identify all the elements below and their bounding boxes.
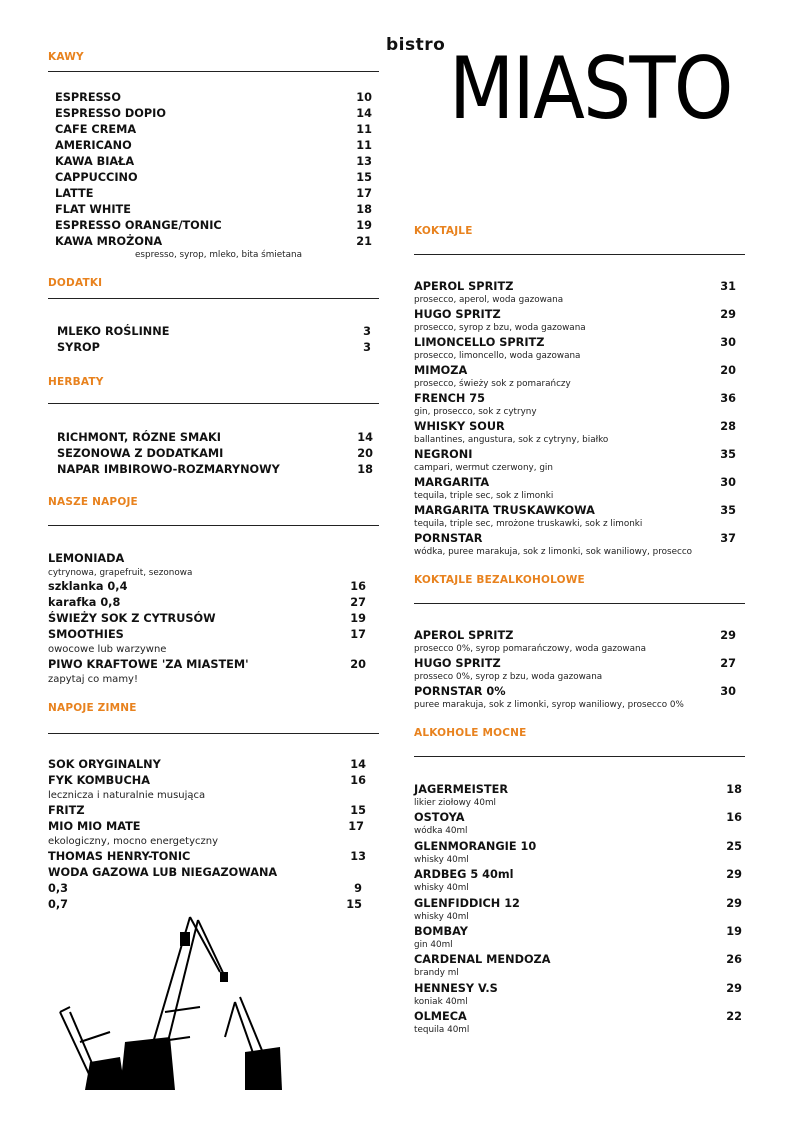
item-price: 17 xyxy=(356,187,372,200)
item-name: THOMAS HENRY-TONIC xyxy=(48,850,191,863)
item-name: GLENMORANGIE 10 xyxy=(414,839,537,853)
item-desc: tequila, triple sec, sok z limonki xyxy=(414,491,554,501)
item-price: 16 xyxy=(350,774,366,787)
item-name: FRENCH 75 xyxy=(414,392,485,405)
lemoniada-desc: cytrynowa, grapefruit, sezonowa xyxy=(48,568,193,578)
item-name: 0,3 xyxy=(48,882,69,895)
menu-item-piwo xyxy=(48,658,366,672)
menu-item-fyk xyxy=(48,774,366,788)
item-price: 30 xyxy=(720,476,736,489)
menu-item-kawa xyxy=(55,139,372,153)
item-price: 9 xyxy=(354,882,362,895)
menu-item-koktajl xyxy=(414,532,736,546)
section-title-alkohole-mocne: ALKOHOLE MOCNE xyxy=(414,727,527,739)
item-price: 16 xyxy=(350,580,366,593)
item-name: ARDBEG 5 40ml xyxy=(414,868,514,882)
logo-bistro: bistro xyxy=(386,35,446,55)
item-desc: gin, prosecco, sok z cytryny xyxy=(414,407,537,417)
item-price: 11 xyxy=(356,123,372,136)
menu-item-kawa xyxy=(55,171,372,185)
menu-item-herbata xyxy=(57,463,373,477)
menu-item-koktajl xyxy=(414,336,736,350)
item-price: 3 xyxy=(363,341,371,354)
menu-item-napoj xyxy=(48,628,366,642)
item-name: FLAT WHITE xyxy=(55,203,131,216)
item-price: 21 xyxy=(356,235,372,248)
item-name: LEMONIADA xyxy=(48,552,125,565)
menu-item-fritz xyxy=(48,804,366,818)
item-desc: wódka, puree marakuja, sok z limonki, sok waniliowy, prosecco xyxy=(414,547,693,557)
section-title-kawy: KAWY xyxy=(48,51,84,63)
item-desc: tequila, triple sec, mrożone truskawki, sok z limonki xyxy=(414,519,643,529)
menu-item-koktajl-bezalkoholowy xyxy=(414,657,736,671)
menu-item-kawa xyxy=(55,203,372,217)
item-price: 20 xyxy=(720,364,736,377)
item-price: 31 xyxy=(720,280,736,293)
item-name: PIWO KRAFTOWE 'ZA MIASTEM' xyxy=(48,658,249,671)
menu-item-woda xyxy=(48,866,366,880)
kawa-mrozona-desc: espresso, syrop, mleko, bita śmietana xyxy=(135,250,302,260)
item-desc: gin 40ml xyxy=(414,940,453,950)
item-name: MARGARITA xyxy=(414,476,490,489)
item-desc: brandy ml xyxy=(414,968,459,979)
item-price: 14 xyxy=(350,758,366,771)
item-price: 29 xyxy=(720,308,736,321)
item-name: ESPRESSO DOPIO xyxy=(55,107,166,120)
menu-item-kawa xyxy=(55,235,372,249)
item-price: 18 xyxy=(357,463,373,476)
item-name: HENNESY V.S xyxy=(414,981,498,995)
item-name: 0,7 xyxy=(48,898,69,911)
menu-item-koktajl xyxy=(414,364,736,378)
menu-item-mio xyxy=(48,820,364,834)
item-price: 14 xyxy=(357,431,373,444)
item-price: 29 xyxy=(726,981,742,995)
item-price: 20 xyxy=(350,658,366,671)
smoothies-desc: owocowe lub warzywne xyxy=(48,644,167,655)
item-name: ESPRESSO ORANGE/TONIC xyxy=(55,219,222,232)
menu-item-koktajl xyxy=(414,392,736,406)
menu-item-herbata xyxy=(57,431,373,445)
item-price: 29 xyxy=(726,896,742,910)
menu-item-alkohol xyxy=(414,925,742,939)
item-desc: prosecco, limoncello, woda gazowana xyxy=(414,351,581,361)
item-name: ESPRESSO xyxy=(55,91,121,104)
item-price: 15 xyxy=(356,171,372,184)
crane-illustration xyxy=(40,912,290,1092)
item-desc: tequila 40ml xyxy=(414,1025,470,1036)
divider xyxy=(48,525,379,526)
menu-item-dodatek xyxy=(57,325,371,339)
menu-item-koktajl xyxy=(414,280,736,294)
item-name: MLEKO ROŚLINNE xyxy=(57,325,170,338)
divider xyxy=(48,733,379,734)
menu-item-koktajl xyxy=(414,476,736,490)
item-name: JAGERMEISTER xyxy=(414,783,509,796)
item-price: 17 xyxy=(350,628,366,641)
divider xyxy=(48,298,379,299)
menu-item-dodatek xyxy=(57,341,371,355)
menu-item-koktajl xyxy=(414,420,736,434)
item-price: 29 xyxy=(726,868,742,882)
menu-item-kawa xyxy=(55,155,372,169)
item-name: KAWA BIAŁA xyxy=(55,155,135,168)
item-price: 13 xyxy=(356,155,372,168)
item-name: SYROP xyxy=(57,341,100,354)
item-name: FRITZ xyxy=(48,804,85,817)
item-price: 35 xyxy=(720,504,736,517)
item-price: 19 xyxy=(726,925,742,938)
item-name: BOMBAY xyxy=(414,925,468,938)
item-price: 3 xyxy=(363,325,371,338)
menu-item-koktajl xyxy=(414,308,736,322)
item-name: RICHMONT, RÓZNE SMAKI xyxy=(57,431,221,444)
item-desc: puree marakuja, sok z limonki, syrop waniliowy, prosecco 0% xyxy=(414,700,684,710)
item-price: 19 xyxy=(350,612,366,625)
item-desc: whisky 40ml xyxy=(414,854,469,865)
item-name: AMERICANO xyxy=(55,139,132,152)
item-desc: likier ziołowy 40ml xyxy=(414,798,496,808)
menu-item-thomas xyxy=(48,850,366,864)
item-price: 22 xyxy=(726,1010,742,1024)
item-price: 14 xyxy=(356,107,372,120)
menu-item-napoj xyxy=(48,596,366,610)
menu-item-alkohol xyxy=(414,897,742,911)
section-title-koktajle: KOKTAJLE xyxy=(414,225,473,237)
menu-item-woda-07 xyxy=(48,898,362,912)
section-title-napoje-zimne: NAPOJE ZIMNE xyxy=(48,702,137,714)
item-desc: ballantines, angustura, sok z cytryny, białko xyxy=(414,435,609,445)
menu-item-alkohol xyxy=(414,868,742,882)
item-price: 15 xyxy=(346,898,362,911)
item-name: OLMECA xyxy=(414,1010,467,1024)
section-title-dodatki: DODATKI xyxy=(48,277,103,289)
item-name: LIMONCELLO SPRITZ xyxy=(414,336,545,349)
item-name: FYK KOMBUCHA xyxy=(48,774,150,787)
item-name: PORNSTAR 0% xyxy=(414,685,506,698)
menu-item-napoj xyxy=(48,612,366,626)
item-desc: whisky 40ml xyxy=(414,911,469,922)
divider xyxy=(414,254,745,255)
item-price: 30 xyxy=(720,336,736,349)
item-name: WHISKY SOUR xyxy=(414,420,505,433)
menu-item-koktajl-bezalkoholowy xyxy=(414,685,736,699)
item-name: CARDENAL MENDOZA xyxy=(414,953,551,967)
divider xyxy=(48,71,379,72)
menu-item-kawa xyxy=(55,123,372,137)
item-name: HUGO SPRITZ xyxy=(414,308,501,321)
item-name: MARGARITA TRUSKAWKOWA xyxy=(414,504,595,517)
item-name: szklanka 0,4 xyxy=(48,580,128,593)
item-price: 25 xyxy=(726,839,742,853)
item-name: MIO MIO MATE xyxy=(48,820,141,833)
menu-item-sok xyxy=(48,758,366,772)
item-price: 28 xyxy=(720,420,736,433)
item-name: APEROL SPRITZ xyxy=(414,629,514,642)
item-price: 18 xyxy=(356,203,372,216)
menu-item-kawa xyxy=(55,91,372,105)
menu-item-kawa xyxy=(55,219,372,233)
menu-item-herbata xyxy=(57,447,373,461)
item-name: CAPPUCCINO xyxy=(55,171,138,184)
item-desc: prosecco, syrop z bzu, woda gazowana xyxy=(414,323,586,333)
divider xyxy=(48,403,379,404)
item-name: OSTOYA xyxy=(414,811,465,825)
item-price: 26 xyxy=(726,953,742,967)
item-name: HUGO SPRITZ xyxy=(414,657,501,670)
item-price: 20 xyxy=(357,447,373,460)
menu-item-lemoniada xyxy=(48,552,368,566)
menu-item-alkohol xyxy=(414,840,742,854)
item-price: 17 xyxy=(348,820,364,833)
item-price: 30 xyxy=(720,685,736,698)
item-name: SOK ORYGINALNY xyxy=(48,758,161,771)
menu-item-alkohol xyxy=(414,953,742,967)
item-name: APEROL SPRITZ xyxy=(414,280,514,293)
item-price: 16 xyxy=(726,811,742,825)
item-name: ŚWIEŻY SOK Z CYTRUSÓW xyxy=(48,612,216,625)
item-desc: campari, wermut czerwony, gin xyxy=(414,463,553,473)
mio-desc: ekologiczny, mocno energetyczny xyxy=(48,836,218,847)
menu-item-koktajl xyxy=(414,448,736,462)
item-price: 13 xyxy=(350,850,366,863)
item-name: KAWA MROŻONA xyxy=(55,235,163,248)
divider xyxy=(414,756,745,757)
item-price: 11 xyxy=(356,139,372,152)
logo-miasto: MIASTO xyxy=(449,39,732,139)
menu-item-koktajl xyxy=(414,504,736,518)
menu-item-alkohol xyxy=(414,811,742,825)
item-name: MIMOZA xyxy=(414,364,468,377)
item-price: 36 xyxy=(720,392,736,405)
item-name: SEZONOWA Z DODATKAMI xyxy=(57,447,224,460)
item-price: 35 xyxy=(720,448,736,461)
item-price: 27 xyxy=(350,596,366,609)
item-price: 10 xyxy=(356,91,372,104)
item-price: 29 xyxy=(720,629,736,642)
menu-item-kawa xyxy=(55,107,372,121)
item-name: LATTE xyxy=(55,187,94,200)
item-desc: koniak 40ml xyxy=(414,996,468,1007)
item-name: GLENFIDDICH 12 xyxy=(414,896,520,910)
item-desc: whisky 40ml xyxy=(414,883,469,894)
section-title-herbaty: HERBATY xyxy=(48,376,104,388)
item-price: 37 xyxy=(720,532,736,545)
menu-item-koktajl-bezalkoholowy xyxy=(414,629,736,643)
item-desc: prosecco, świeży sok z pomarańczy xyxy=(414,379,571,389)
menu-item-woda-03 xyxy=(48,882,362,896)
menu-item-alkohol xyxy=(414,982,742,996)
item-price: 19 xyxy=(356,219,372,232)
fyk-desc: lecznicza i naturalnie musująca xyxy=(48,790,206,801)
item-name: NEGRONI xyxy=(414,448,473,461)
item-desc: prosecco, aperol, woda gazowana xyxy=(414,295,564,305)
item-price: 18 xyxy=(726,783,742,796)
item-price: 15 xyxy=(350,804,366,817)
item-name: NAPAR IMBIROWO-ROZMARYNOWY xyxy=(57,463,280,476)
item-name: PORNSTAR xyxy=(414,532,483,545)
item-desc: wódka 40ml xyxy=(414,826,468,837)
menu-item-napoj xyxy=(48,580,366,594)
menu-item-kawa xyxy=(55,187,372,201)
item-desc: prosecco 0%, syrop pomarańczowy, woda gazowana xyxy=(414,644,646,654)
section-title-koktajle-bezalkoholowe: KOKTAJLE BEZALKOHOLOWE xyxy=(414,574,585,586)
piwo-desc: zapytaj co mamy! xyxy=(48,674,138,685)
divider xyxy=(414,603,745,604)
item-name: WODA GAZOWA LUB NIEGAZOWANA xyxy=(48,866,278,879)
section-title-nasze-napoje: NASZE NAPOJE xyxy=(48,496,138,508)
item-name: SMOOTHIES xyxy=(48,628,124,641)
item-desc: prosseco 0%, syrop z bzu, woda gazowana xyxy=(414,672,603,682)
menu-item-alkohol xyxy=(414,783,742,797)
item-price: 27 xyxy=(720,657,736,670)
item-name: karafka 0,8 xyxy=(48,596,121,609)
item-name: CAFE CREMA xyxy=(55,123,137,136)
menu-item-alkohol xyxy=(414,1010,742,1024)
